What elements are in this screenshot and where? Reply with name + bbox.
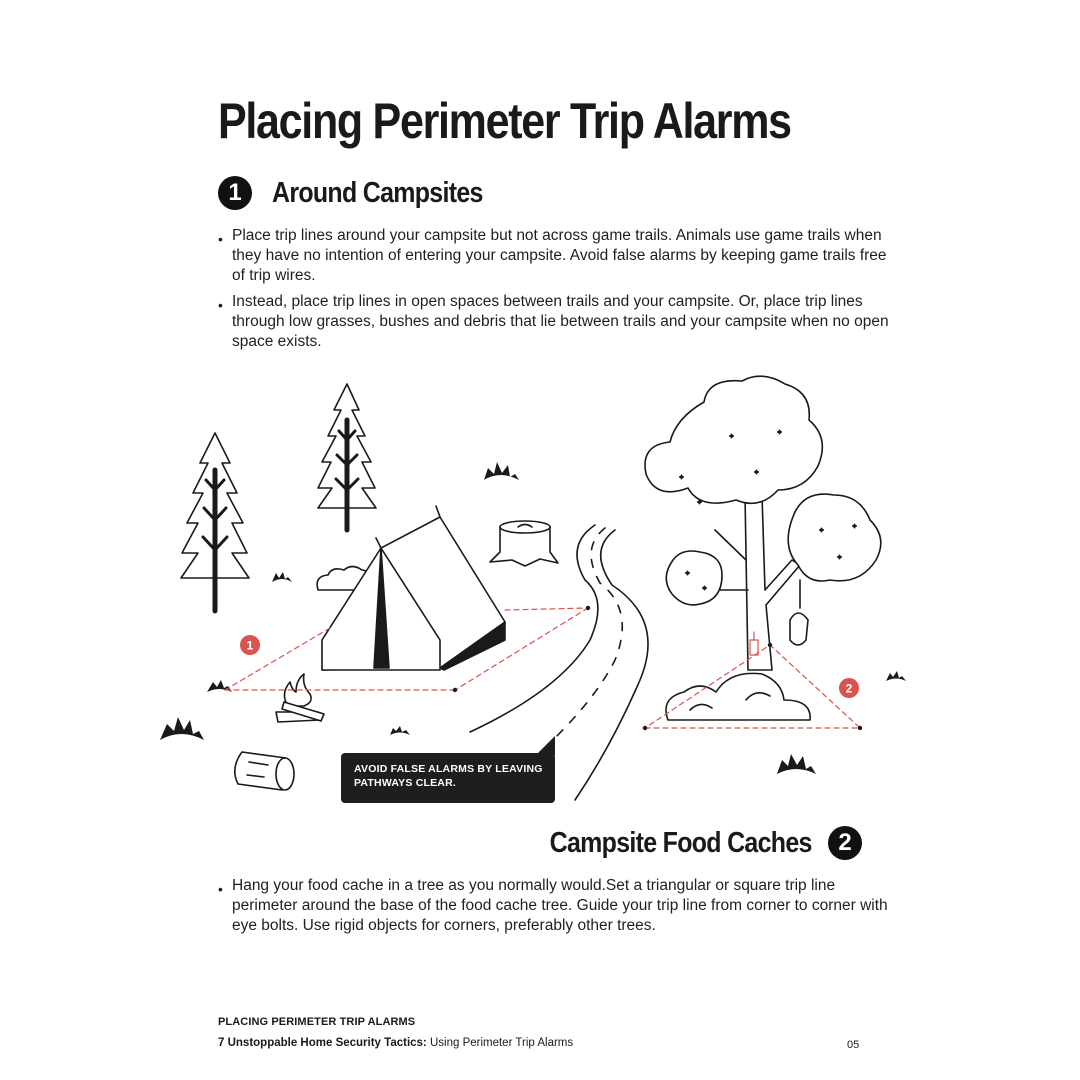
footer-section-label: PLACING PERIMETER TRIP ALARMS: [218, 1016, 416, 1028]
log-icon: [235, 752, 294, 790]
section-2-header: [507, 826, 862, 860]
callout-box: AVOID FALSE ALARMS BY LEAVING PATHWAYS CLEAR.: [341, 753, 555, 803]
section-1-number: 1: [218, 176, 252, 210]
footer-book-line: [218, 1037, 573, 1049]
page-number: 05: [847, 1039, 860, 1051]
pine-tree-icon: [181, 433, 249, 611]
food-cache-tree-icon: [645, 376, 881, 670]
page-title: Placing Perimeter Trip Alarms: [218, 93, 791, 149]
bullet-item: • Hang your food cache in a tree as you normally would.Set a triangular or square trip line perimeter around the base of the food cache tree. Guide your trip line from corner to corner with eye bolts. Use rigid objects for corners, preferably other trees.: [218, 876, 898, 936]
campfire-icon: [276, 674, 324, 722]
section-2-heading: Campsite Food Caches: [549, 826, 812, 859]
marker-1: [240, 635, 260, 655]
section-2-bullets: [218, 876, 898, 942]
pine-tree-icon: [318, 384, 376, 530]
svg-text:1: 1: [246, 638, 254, 653]
svg-text:2: 2: [845, 681, 853, 696]
tree-stump-icon: [490, 521, 558, 566]
bullet-item: • Instead, place trip lines in open spaces between trails and your campsite. Or, place trip lines through low grasses, bushes and debris that lie between trails and your campsite when no open space exists.: [218, 292, 898, 352]
footer-chapter: Using Perimeter Trip Alarms: [429, 1037, 574, 1049]
footer-book-title: 7 Unstoppable Home Security Tactics:: [218, 1037, 427, 1049]
section-1-heading: Around Campsites: [272, 176, 483, 209]
section-1-bullets: [218, 226, 898, 358]
bullet-item: • Place trip lines around your campsite but not across game trails. Animals use game trails when they have no intention of entering your campsite. Avoid false alarms by keeping game trails free of trip wires.: [218, 226, 898, 286]
bush-icon: [666, 673, 810, 720]
section-2-number: 2: [828, 826, 862, 860]
marker-2: [839, 678, 859, 698]
section-1-header: [218, 176, 517, 210]
